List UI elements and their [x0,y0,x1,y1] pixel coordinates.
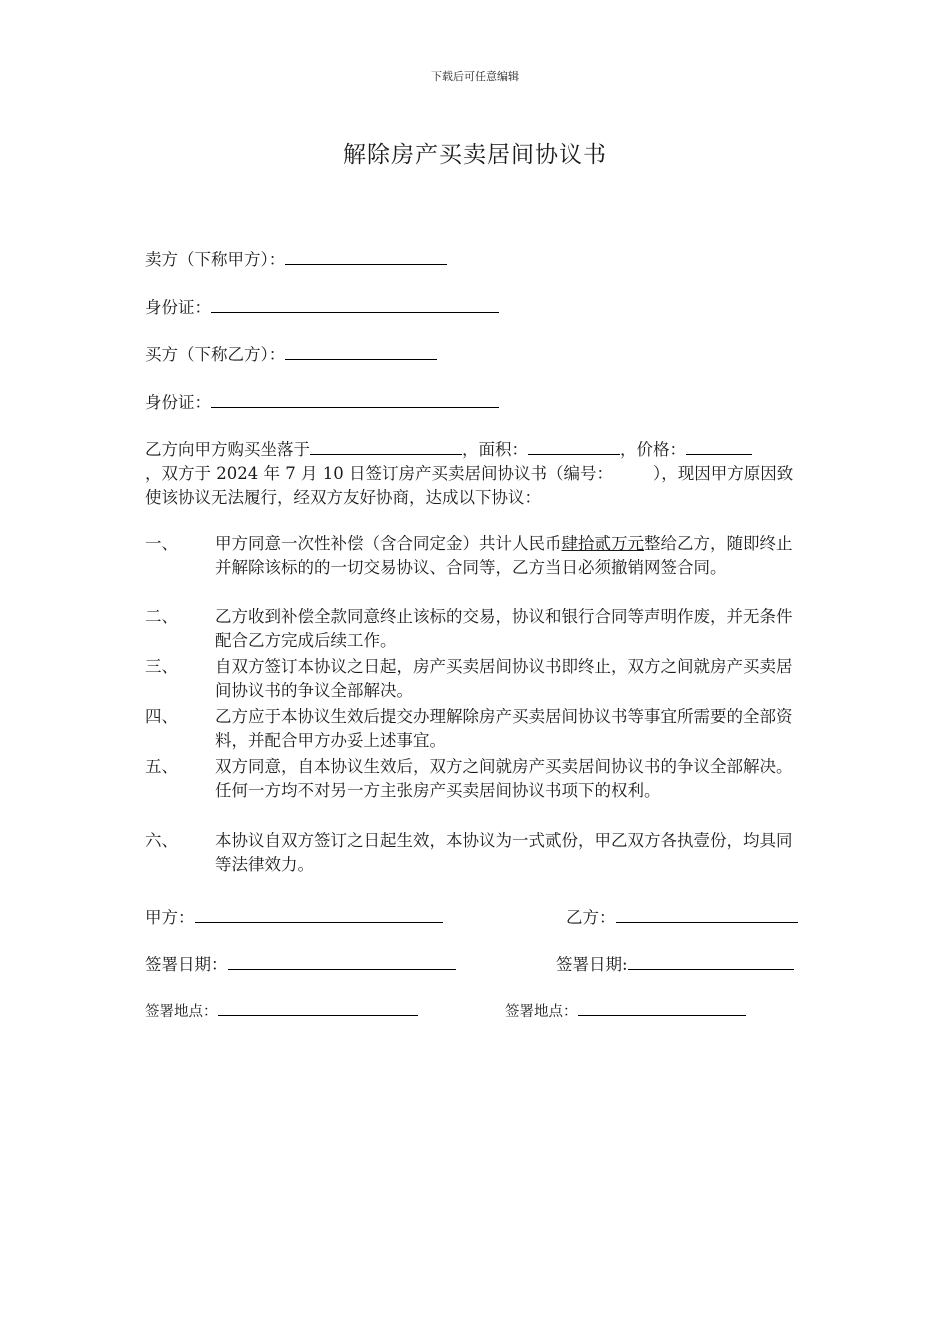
date-b-field [556,951,794,975]
party-b-label: 乙方： [566,908,616,927]
seller-id-label: 身份证： [145,298,211,317]
intro-part3: ），现因甲方原因致使该协议无法履行，经双方友好协商，达成以下协议： [145,464,794,507]
party-b-signature [566,904,798,928]
list-item [145,755,807,827]
date-a-field [145,951,456,975]
item-text: 本协议自双方签订之日起生效，本协议为一式贰份，甲乙双方各执壹份，均具同等法律效力。 [215,831,793,874]
list-item [145,705,807,753]
list-item [145,655,807,703]
place-a-blank[interactable] [218,999,418,1016]
item-text: 双方同意，自本协议生效后，双方之间就房产买卖居间协议书的争议全部解决。任何一方均不对另一方主张房产买卖居间协议书项下的权利。 [215,757,793,800]
item-text-pre: 甲方同意一次性补偿（含合同定金）共计人民币 [215,534,562,553]
buyer-label: 买方（下称乙方）： [145,345,286,364]
date-a-label: 签署日期： [145,955,228,974]
item-number: 五、 [145,757,178,776]
item-text-post: 整给乙方，随即终止并解除该标的的一切交易协议、合同等，乙方当日必须撤销网签合同。 [215,534,793,577]
list-item [145,532,807,604]
buyer-id-blank[interactable] [211,389,499,408]
place-b-field [505,999,746,1021]
date-b-blank[interactable] [628,951,794,970]
price-blank[interactable] [686,436,752,455]
intro-part2: ，双方于 2024 年 7 月 10 日签订房产买卖居间协议书（编号： [145,464,613,483]
item-number: 三、 [145,657,178,676]
seller-label: 卖方（下称甲方）： [145,250,286,269]
date-a-blank[interactable] [228,951,456,970]
intro-part1: 乙方向甲方购买坐落于 [145,440,310,459]
intro-paragraph [145,436,807,510]
price-label: ，价格： [620,440,686,459]
list-item [145,605,807,653]
party-a-signature [145,904,443,928]
document-title: 解除房产买卖居间协议书 [343,142,607,168]
list-item [145,829,807,877]
item-number: 六、 [145,831,178,850]
buyer-id-field [145,389,499,413]
item-number: 一、 [145,534,178,553]
seller-id-field [145,294,499,318]
party-b-blank[interactable] [616,904,798,923]
item-number: 四、 [145,707,178,726]
item-number: 二、 [145,607,178,626]
buyer-blank[interactable] [285,341,437,360]
seller-id-blank[interactable] [211,294,499,313]
compensation-amount: 肆拾贰万元 [561,534,644,553]
area-label: ，面积： [462,440,528,459]
area-blank[interactable] [528,436,620,455]
seller-blank[interactable] [285,246,447,265]
party-a-blank[interactable] [195,904,443,923]
place-a-label: 签署地点： [145,1004,218,1020]
place-a-field [145,999,418,1021]
buyer-id-label: 身份证： [145,393,211,412]
item-text: 乙方应于本协议生效后提交办理解除房产买卖居间协议书等事宜所需要的全部资料，并配合甲方办妥上述事宜。 [215,707,793,750]
item-text: 自双方签订本协议之日起，房产买卖居间协议书即终止，双方之间就房产买卖居间协议书的争议全部解决。 [215,657,793,700]
date-b-label: 签署日期: [556,955,628,974]
place-b-label: 签署地点： [505,1004,578,1020]
buyer-field [145,341,437,365]
seller-field [145,246,447,270]
header-note: 下载后可任意编辑 [431,70,519,83]
party-a-label: 甲方： [145,908,195,927]
location-blank[interactable] [310,436,462,455]
item-text: 乙方收到补偿全款同意终止该标的交易，协议和银行合同等声明作废，并无条件配合乙方完成后续工作。 [215,607,793,650]
item-text [215,532,805,580]
place-b-blank[interactable] [578,999,746,1016]
